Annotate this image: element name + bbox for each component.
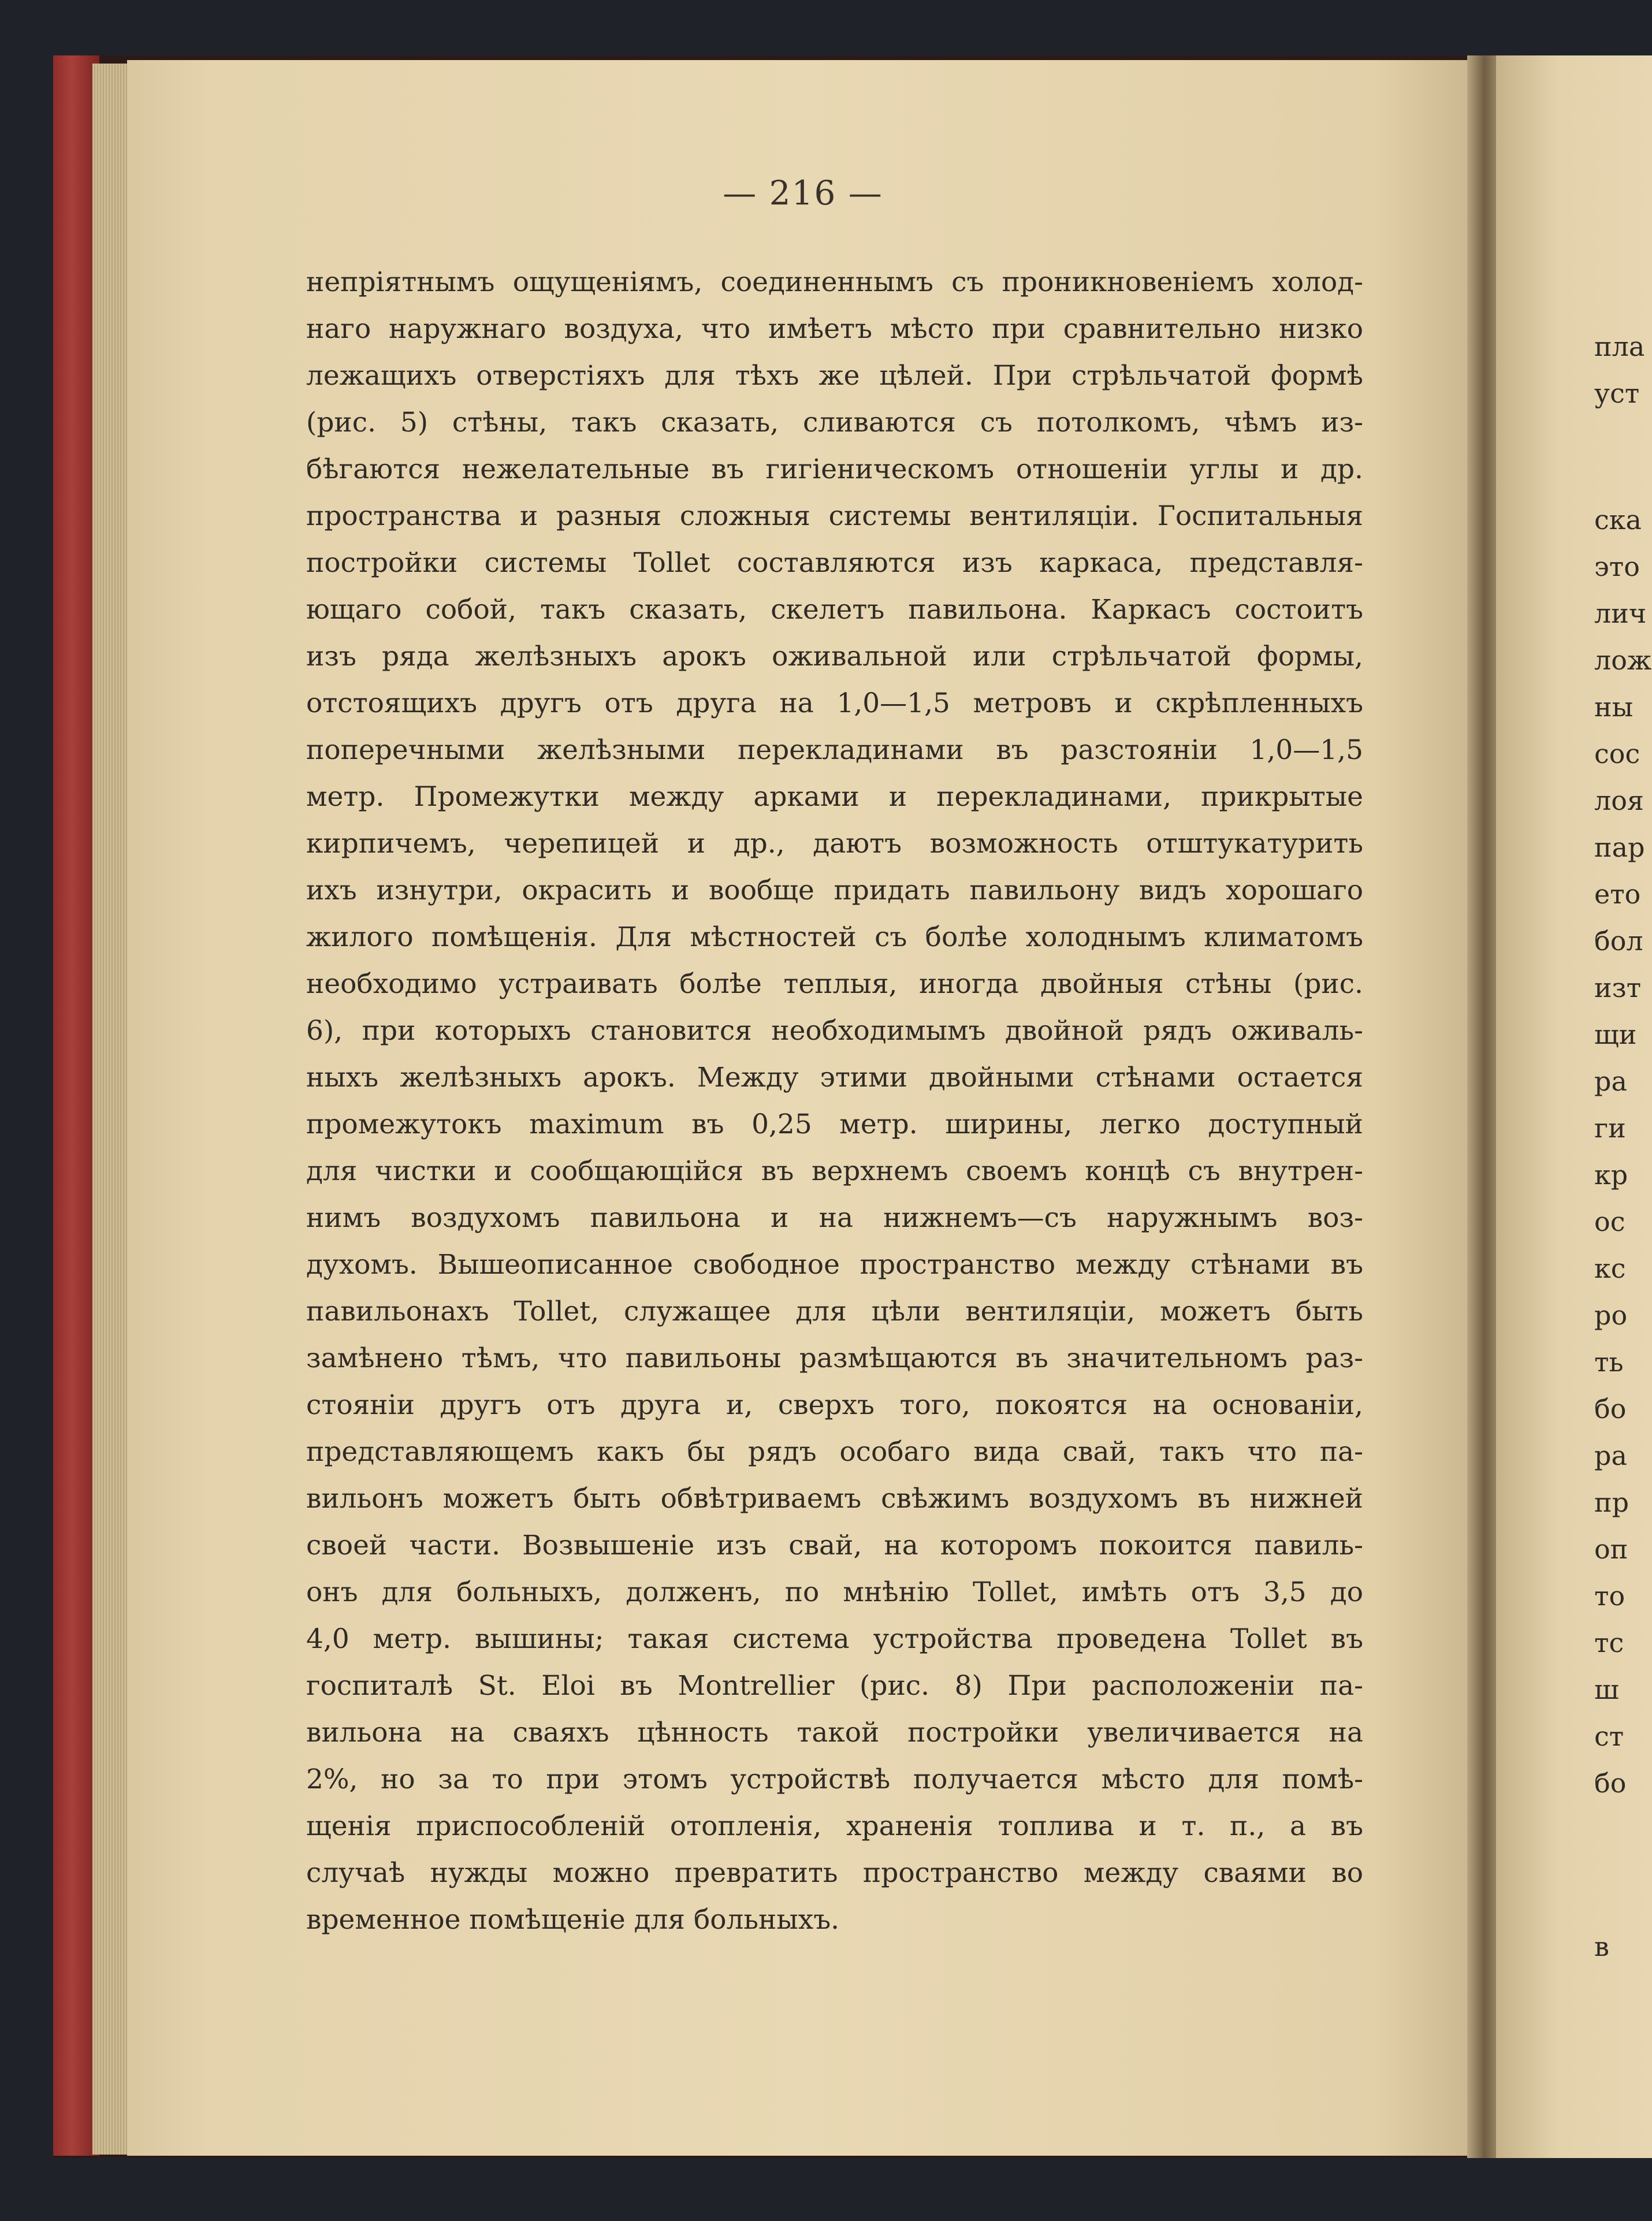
facing-page-fragment: в [1594,1931,1609,1962]
text-line: бѣгаются нежелательные въ гигіеническомъ отношеніи углы и др. [306,453,1363,485]
text-line: своей части. Возвышеніе изъ свай, на которомъ покоится павиль- [306,1530,1363,1561]
facing-page-top-fragments [1594,323,1652,417]
text-line: вильонъ можетъ быть обвѣтриваемъ свѣжимъ воздухомъ въ нижней [306,1483,1363,1515]
text-line: 2%, но за то при этомъ устройствѣ получается мѣсто для помѣ- [306,1764,1363,1795]
facing-page-fragment: ос [1594,1206,1625,1237]
facing-page-fragment: тс [1594,1627,1624,1658]
text-line: наго наружнаго воздуха, что имѣетъ мѣсто при сравнительно низко [306,313,1363,345]
text-line: госпиталѣ St. Eloi въ Montrellier (рис. 8) При расположеніи па- [306,1670,1363,1702]
text-line: духомъ. Вышеописанное свободное пространство между стѣнами въ [306,1249,1363,1281]
text-line: постройки системы Tollet составляются изъ каркаса, представля- [306,547,1363,579]
text-line: лежащихъ отверстіяхъ для тѣхъ же цѣлей. При стрѣльчатой формѣ [306,360,1363,392]
text-line: промежутокъ maximum въ 0,25 метр. ширины, легко доступный [306,1108,1363,1140]
facing-page-fragment: бо [1594,1393,1627,1424]
facing-page-fragment: ро [1594,1300,1628,1331]
facing-page-fragment: лоя [1594,785,1644,816]
facing-page-fragment: ть [1594,1346,1624,1378]
text-line: замѣнено тѣмъ, что павильоны размѣщаются въ значительномъ раз- [306,1342,1363,1374]
text-line: стояніи другъ отъ друга и, сверхъ того, покоятся на основаніи, [306,1389,1363,1421]
text-line: онъ для больныхъ, долженъ, по мнѣнію Tollet, имѣть отъ 3,5 до [306,1576,1363,1608]
text-line: 4,0 метр. вышины; такая система устройства проведена Tollet въ [306,1623,1363,1655]
facing-page-fragment: ги [1594,1113,1626,1144]
facing-page-fragment: кр [1594,1159,1628,1191]
text-line: необходимо устраивать болѣе теплыя, иногда двойныя стѣны (рис. [306,968,1363,1000]
text-line: изъ ряда желѣзныхъ арокъ оживальной или стрѣльчатой формы, [306,641,1363,672]
facing-page-fragment: щи [1594,1019,1637,1050]
text-line: непріятнымъ ощущеніямъ, соединеннымъ съ проникновеніемъ холод- [306,266,1363,298]
text-line: вильона на сваяхъ цѣнность такой постройки увеличивается на [306,1717,1363,1748]
facing-page-bottom-fragment [1594,1924,1652,1970]
facing-page-fragment: уст [1594,378,1640,409]
facing-page-fragment: ето [1594,879,1641,910]
text-line: ныхъ желѣзныхъ арокъ. Между этими двойными стѣнами остается [306,1062,1363,1093]
facing-page-fragment: ска [1594,504,1642,535]
text-line: для чистки и сообщающійся въ верхнемъ своемъ концѣ съ внутрен- [306,1155,1363,1187]
facing-page-fragment: пар [1594,832,1645,863]
text-line: ющаго собой, такъ сказать, скелетъ павильона. Каркасъ состоитъ [306,594,1363,626]
facing-page-fragments [1594,497,1652,1807]
facing-page-fragment: оп [1594,1534,1628,1565]
body-text [306,259,1363,1943]
facing-page-fragment: сос [1594,738,1640,769]
text-line: представляющемъ какъ бы рядъ особаго вида свай, такъ что па- [306,1436,1363,1468]
facing-page-fragment: изт [1594,972,1642,1003]
facing-page-fragment: лож [1594,645,1652,676]
facing-page-fragment: бо [1594,1768,1627,1799]
text-line: павильонахъ Tollet, служащее для цѣли вентиляціи, можетъ быть [306,1296,1363,1327]
facing-page-fragment: ст [1594,1721,1624,1752]
text-line: метр. Промежутки между арками и перекладинами, прикрытые [306,781,1363,813]
facing-page-fragment: ра [1594,1066,1627,1097]
text-line: жилого помѣщенія. Для мѣстностей съ болѣе холоднымъ климатомъ [306,921,1363,953]
facing-page-fragment: пла [1594,331,1645,362]
facing-page-fragment: ны [1594,691,1634,723]
facing-page-fragment: ра [1594,1440,1627,1471]
facing-page-fragment: пр [1594,1487,1629,1518]
facing-page-fragment: бол [1594,925,1643,957]
text-line: щенія приспособленій отопленія, храненія топлива и т. п., а въ [306,1810,1363,1842]
facing-page-fragment: лич [1594,598,1647,629]
text-line: 6), при которыхъ становится необходимымъ двойной рядъ оживаль- [306,1015,1363,1047]
text-line: нимъ воздухомъ павильона и на нижнемъ—съ наружнымъ воз- [306,1202,1363,1234]
facing-page-fragment: это [1594,551,1640,582]
page-number: — 216 — [723,173,883,213]
text-line: случаѣ нужды можно превратить пространство между сваями во [306,1857,1363,1889]
text-line: (рис. 5) стѣны, такъ сказать, сливаются съ потолкомъ, чѣмъ из- [306,407,1363,438]
text-line: поперечными желѣзными перекладинами въ разстояніи 1,0—1,5 [306,734,1363,766]
page-number-row [0,173,1652,213]
text-line: пространства и разныя сложныя системы вентиляціи. Госпитальныя [306,500,1363,532]
text-line: ихъ изнутри, окрасить и вообще придать павильону видъ хорошаго [306,875,1363,906]
facing-page-fragment: то [1594,1580,1625,1612]
text-line: временное помѣщеніе для больныхъ. [306,1904,840,1936]
facing-page-fragment: ш [1594,1674,1619,1705]
text-line: отстоящихъ другъ отъ друга на 1,0—1,5 метровъ и скрѣпленныхъ [306,687,1363,719]
facing-page-fragment: кс [1594,1253,1626,1284]
text-line: кирпичемъ, черепицей и др., даютъ возможность отштукатурить [306,828,1363,860]
